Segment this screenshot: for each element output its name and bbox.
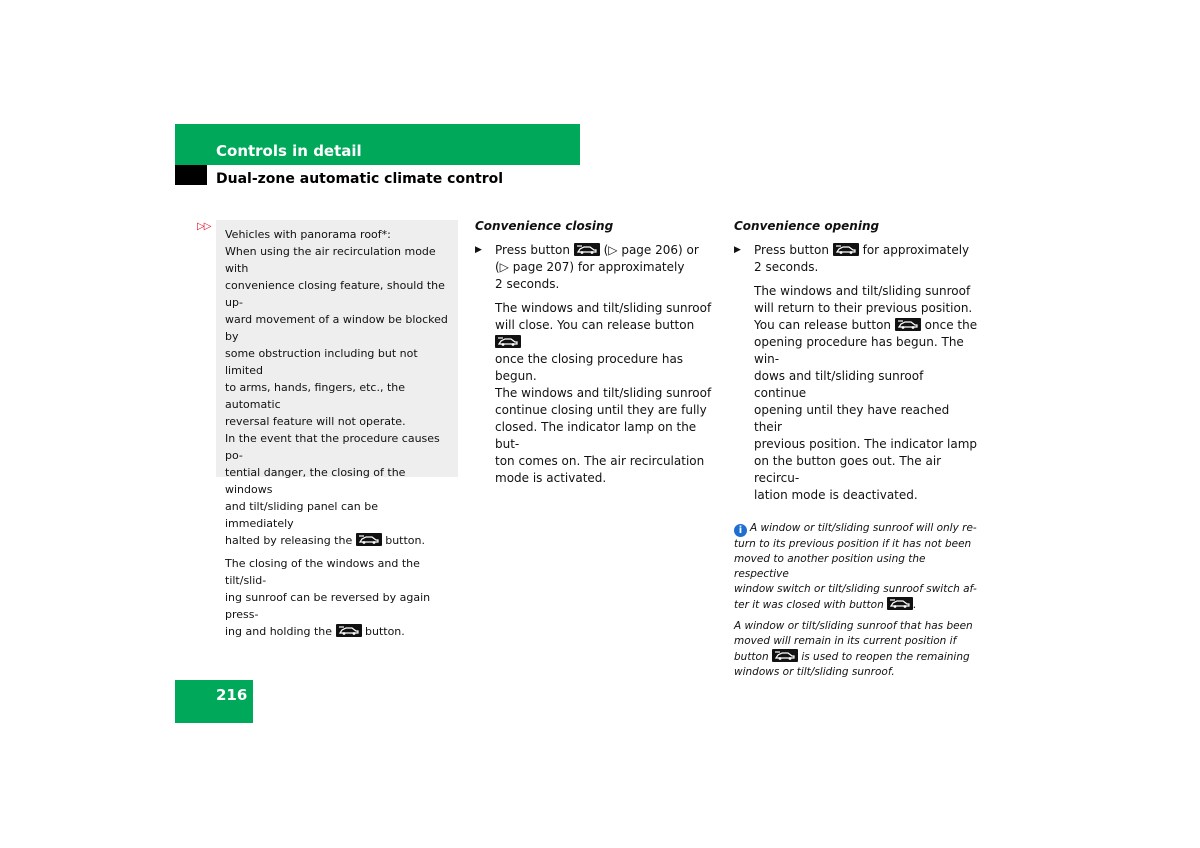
text-line: on the button goes out. The air recircu- bbox=[754, 454, 942, 485]
text-line: moved to another position using the respective bbox=[734, 553, 926, 580]
convenience-closing-section bbox=[475, 218, 717, 487]
text-line: to arms, hands, fingers, etc., the automatic bbox=[225, 381, 406, 411]
warning-paragraph-2 bbox=[225, 555, 450, 640]
text-line: When using the air recirculation mode with bbox=[225, 245, 436, 275]
text-line: You can release button bbox=[754, 318, 895, 332]
text-line: ward movement of a window be blocked by bbox=[225, 313, 448, 343]
convenience-button-icon bbox=[772, 649, 798, 662]
convenience-button-icon bbox=[356, 533, 382, 546]
text-line: button bbox=[734, 651, 772, 663]
text-line: previous position. The indicator lamp bbox=[754, 437, 978, 451]
info-note bbox=[734, 521, 979, 680]
text-line: ton comes on. The air recirculation bbox=[495, 454, 705, 468]
text-line: and tilt/sliding panel can be immediately bbox=[225, 500, 378, 530]
bullet-triangle-icon: ▶ bbox=[475, 245, 482, 255]
convenience-opening-heading: Convenience opening bbox=[734, 219, 880, 233]
closing-step bbox=[475, 242, 717, 293]
text-line: lation mode is deactivated. bbox=[754, 488, 918, 502]
text-line: . bbox=[913, 599, 917, 611]
warning-box bbox=[216, 220, 458, 638]
text-line: halted by releasing the bbox=[225, 534, 356, 547]
text-line: The closing of the windows and the tilt/slid- bbox=[225, 557, 420, 587]
text-line: The windows and tilt/sliding sunroof bbox=[495, 301, 712, 315]
convenience-closing-heading: Convenience closing bbox=[475, 219, 614, 233]
text-line: convenience closing feature, should the up- bbox=[225, 279, 445, 309]
closing-description bbox=[495, 300, 717, 487]
page-number: 216 bbox=[216, 686, 248, 704]
text-line: The windows and tilt/sliding sunroof bbox=[754, 284, 971, 298]
text-line: A window or tilt/sliding sunroof will only re- bbox=[750, 522, 977, 534]
text-line: opening procedure has begun. The win- bbox=[754, 335, 964, 366]
convenience-button-icon bbox=[495, 335, 521, 348]
convenience-opening-section bbox=[734, 218, 979, 680]
text-line: ter it was closed with button bbox=[734, 599, 888, 611]
text-line: windows or tilt/sliding sunroof. bbox=[734, 666, 895, 678]
text-line: moved will remain in its current position if bbox=[734, 635, 957, 647]
convenience-button-icon bbox=[833, 243, 859, 256]
info-icon: i bbox=[734, 524, 747, 537]
text-line: closed. The indicator lamp on the but- bbox=[495, 420, 697, 451]
text-line: 2 seconds. bbox=[754, 260, 819, 274]
convenience-button-icon bbox=[336, 624, 362, 637]
text-line: for approximately bbox=[858, 243, 970, 257]
text-line: mode is activated. bbox=[495, 471, 607, 485]
text-line: once the closing procedure has begun. bbox=[495, 352, 684, 383]
convenience-button-icon bbox=[887, 597, 913, 610]
text-line: The windows and tilt/sliding sunroof bbox=[495, 386, 712, 400]
text-line: 2 seconds. bbox=[495, 277, 560, 291]
bullet-triangle-icon: ▶ bbox=[734, 245, 741, 255]
page-reference[interactable]: (▷ page 207) for approximately bbox=[495, 260, 685, 274]
text-line: button. bbox=[381, 534, 425, 547]
page-reference[interactable]: (▷ page 206) or bbox=[599, 243, 699, 257]
text-line: In the event that the procedure causes po- bbox=[225, 432, 440, 462]
text-line: ing sunroof can be reversed by again press- bbox=[225, 591, 431, 621]
opening-description bbox=[754, 283, 979, 504]
text-line: ing and holding the bbox=[225, 625, 336, 638]
text-line: continue closing until they are fully bbox=[495, 403, 707, 417]
text-line: dows and tilt/sliding sunroof continue bbox=[754, 369, 924, 400]
text-line: some obstruction including but not limited bbox=[225, 347, 418, 377]
subsection-marker bbox=[175, 165, 207, 185]
text-line: Press button bbox=[754, 243, 833, 257]
opening-step bbox=[734, 242, 979, 276]
convenience-button-icon bbox=[895, 318, 921, 331]
text-line: A window or tilt/sliding sunroof that has been bbox=[734, 620, 973, 632]
convenience-button-icon bbox=[574, 243, 600, 256]
text-line: will return to their previous position. bbox=[754, 301, 973, 315]
note-paragraph-1 bbox=[734, 521, 979, 613]
text-line: window switch or tilt/sliding sunroof switch af- bbox=[734, 583, 977, 595]
text-line: is used to reopen the remaining bbox=[797, 651, 970, 663]
text-line: opening until they have reached their bbox=[754, 403, 950, 434]
text-line: will close. You can release button bbox=[495, 318, 695, 332]
section-title: Controls in detail bbox=[216, 142, 362, 160]
warning-paragraph-1 bbox=[225, 226, 450, 549]
text-line: once the bbox=[920, 318, 978, 332]
text-line: reversal feature will not operate. bbox=[225, 415, 406, 428]
text-line: button. bbox=[361, 625, 405, 638]
text-line: turn to its previous position if it has not been bbox=[734, 538, 972, 550]
subsection-title: Dual-zone automatic climate control bbox=[216, 171, 504, 187]
continuation-marker: ▷▷ bbox=[197, 221, 211, 232]
text-line: tential danger, the closing of the windows bbox=[225, 466, 406, 496]
note-paragraph-2 bbox=[734, 619, 979, 680]
text-line: Vehicles with panorama roof*: bbox=[225, 228, 391, 241]
text-line: Press button bbox=[495, 243, 574, 257]
